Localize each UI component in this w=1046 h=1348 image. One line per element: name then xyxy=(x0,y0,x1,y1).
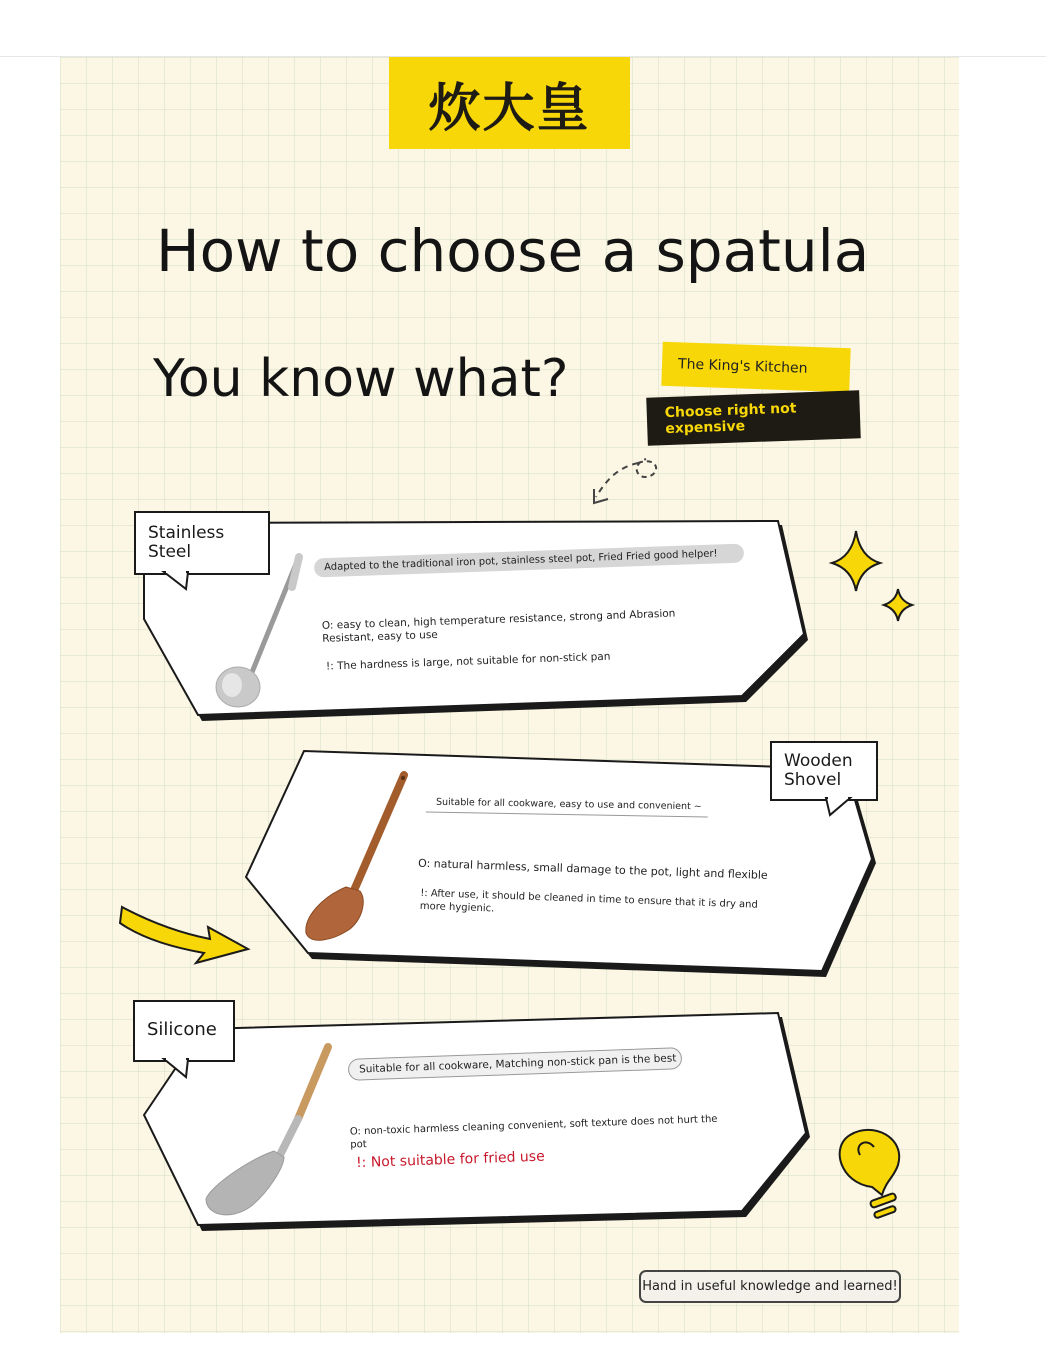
kitchen-tag-label: The King's Kitchen xyxy=(677,356,808,377)
footer-note: Hand in useful knowledge and learned! xyxy=(639,1270,901,1303)
silicone-summary: Suitable for all cookware, Matching non-stick pan is the best xyxy=(348,1047,683,1081)
page-title: How to choose a spatula xyxy=(156,217,870,285)
silicone-pros: O: non-toxic harmless cleaning convenient, soft texture does not hurt the pot xyxy=(349,1113,718,1151)
light-bulb-icon xyxy=(840,1130,900,1219)
label-stainless-steel-text: Stainless Steel xyxy=(148,523,225,562)
stainless-pros: O: easy to clean, high temperature resistance, strong and Abrasion Resistant, easy to use xyxy=(321,607,676,645)
wooden-summary: Suitable for all cookware, easy to use and convenient ~ xyxy=(426,793,708,818)
stainless-summary: Adapted to the traditional iron pot, stainless steel pot, Fried Fried good helper! xyxy=(314,544,744,578)
silicone-cons: !: Not suitable for fried use xyxy=(355,1148,545,1172)
brand-logo: 炊大皇 xyxy=(389,57,630,149)
stainless-cons: !: The hardness is large, not suitable for non-stick pan xyxy=(325,650,611,673)
label-wooden-shovel xyxy=(770,741,878,801)
slogan-tag-label: Choose right not expensive xyxy=(664,400,797,438)
page-subtitle: You know what? xyxy=(153,349,569,409)
sparkle-star-small-icon xyxy=(884,589,912,621)
sparkle-star-large-icon xyxy=(832,531,880,591)
yellow-arrow-icon xyxy=(120,907,248,963)
label-stainless-steel xyxy=(134,511,270,575)
wooden-pros: O: natural harmless, small damage to the pot, light and flexible xyxy=(417,856,768,882)
poster xyxy=(60,57,959,1333)
dashed-arrow-icon xyxy=(596,463,638,497)
label-silicone-text: Silicone xyxy=(147,1019,217,1040)
wooden-cons: !: After use, it should be cleaned in time to ensure that it is dry and more hygienic. xyxy=(419,887,759,915)
label-silicone xyxy=(133,1000,235,1062)
label-wooden-shovel-text: Wooden Shovel xyxy=(784,751,853,790)
